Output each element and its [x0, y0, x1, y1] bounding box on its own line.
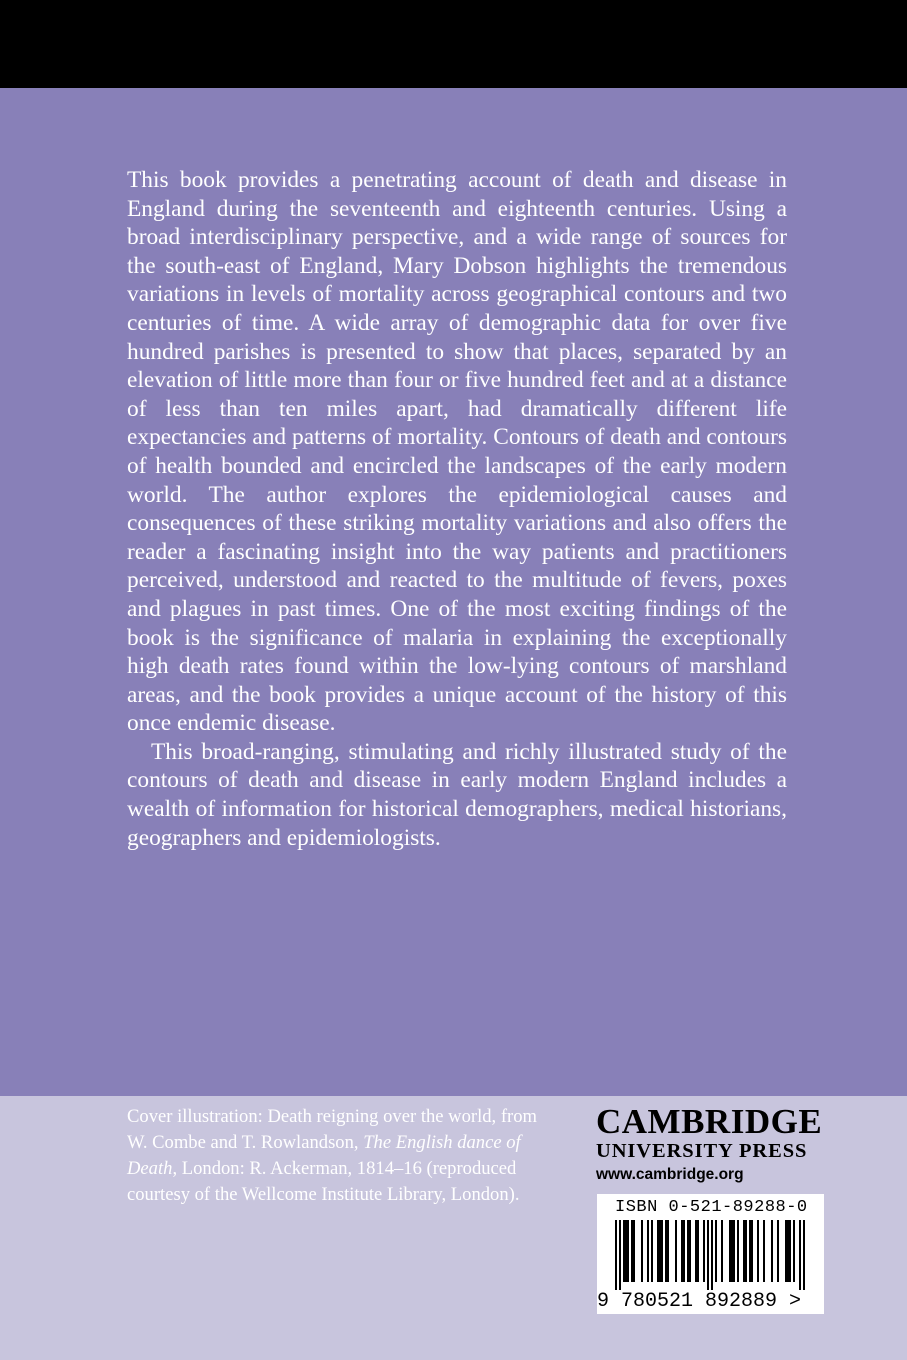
barcode-bar	[733, 1220, 735, 1282]
barcode-bar	[745, 1220, 747, 1282]
barcode-bar	[695, 1220, 697, 1282]
barcode-bar	[675, 1220, 677, 1282]
barcode-bar	[665, 1220, 667, 1282]
barcode-bar	[619, 1220, 621, 1290]
barcode-bar	[625, 1220, 627, 1282]
barcode-bar	[633, 1220, 635, 1282]
barcode-bar	[631, 1220, 633, 1282]
barcode-bar	[707, 1220, 709, 1290]
barcode-bar	[659, 1220, 661, 1282]
barcode-bar	[651, 1220, 653, 1282]
barcode-bar	[657, 1220, 659, 1282]
barcode-bar	[703, 1220, 705, 1282]
isbn-label: ISBN 0-521-89288-0	[615, 1198, 808, 1217]
barcode-bar	[615, 1220, 617, 1290]
barcode-bar	[641, 1220, 643, 1282]
barcode-box	[597, 1194, 824, 1314]
publisher-url: www.cambridge.org	[596, 1166, 744, 1183]
barcode-bar	[647, 1220, 649, 1282]
barcode-bar	[731, 1220, 733, 1282]
publisher-logo	[596, 1104, 832, 1188]
barcode-bar	[711, 1220, 713, 1290]
credit-text-end: , London: R. Ackerman, 1814–16 (reproduced courtesy of the Wellcome Institute Library, London).	[127, 1158, 520, 1205]
barcode-bar	[661, 1220, 663, 1282]
barcode-bar	[793, 1220, 795, 1282]
publisher-name: CAMBRIDGE	[596, 1102, 823, 1141]
cover-illustration-credit	[127, 1104, 547, 1208]
barcode-bar	[681, 1220, 683, 1282]
barcode-bar	[689, 1220, 691, 1282]
barcode-bar	[627, 1220, 629, 1282]
barcode-bar	[715, 1220, 717, 1282]
blurb-paragraph-1: This book provides a penetrating account of death and disease in England during the seventeenth and eighteenth centuries. Using a broad interdisciplinary perspective, and a wide range of sources for the south-east of England, Mary Dobson highlights the tremendous variations in levels of mortality across geographical contours and two centuries of time. A wide array of demographic data for over five hundred parishes is presented to show that places, separated by an elevation of little more than four or five hundred feet and at a distance of less than ten miles apart, had dramatically different life expectancies and patterns of mortality. Contours of death and contours of health bounded and encircled the landscapes of the early modern world. The author explores the epidemiological causes and consequences of these striking mortality variations and also offers the reader a fascinating insight into the way patients and practitioners perceived, understood and reacted to the multitude of fevers, poxes and plagues in past times. One of the most exciting findings of the book is the significance of malaria in explaining the exceptionally high death rates found within the low-lying contours of marshland areas, and the book provides a unique account of the history of this once endemic disease.	[127, 167, 787, 737]
barcode-bar	[749, 1220, 751, 1282]
barcode-bar	[697, 1220, 699, 1282]
credit-book-title: The English dance of Death	[127, 1132, 521, 1179]
credit-text-start: Cover illustration: Death reigning over the world, from W. Combe and T. Rowlandson,	[127, 1106, 537, 1153]
barcode-bar	[737, 1220, 739, 1282]
ean-digits: 9 780521 892889 >	[597, 1290, 802, 1313]
back-cover-blurb	[127, 166, 787, 852]
barcode-bar	[721, 1220, 723, 1282]
barcode-bar	[743, 1220, 745, 1282]
blurb-paragraph-2: This broad-ranging, stimulating and richly illustrated study of the contours of death and disease in early modern England includes a wealth of information for historical demographers, medical historians, geographers and epidemiologists.	[127, 738, 787, 851]
barcode-bar	[803, 1220, 805, 1290]
barcode-bar	[687, 1220, 689, 1282]
barcode-bar	[771, 1220, 773, 1282]
barcode-bar	[751, 1220, 753, 1282]
barcode-bar	[777, 1220, 779, 1282]
top-black-bar	[0, 0, 907, 88]
barcode-bar	[799, 1220, 801, 1290]
publisher-subtitle: UNIVERSITY PRESS	[596, 1140, 808, 1162]
barcode-bar	[757, 1220, 759, 1282]
barcode-bar	[729, 1220, 731, 1282]
barcode-bar	[789, 1220, 791, 1282]
barcode-bar	[683, 1220, 685, 1282]
barcode-bar	[623, 1220, 625, 1282]
barcode-bar	[785, 1220, 787, 1282]
barcode-icon	[597, 1220, 824, 1290]
barcode-bar	[667, 1220, 669, 1282]
barcode-bar	[763, 1220, 765, 1282]
barcode-bar	[787, 1220, 789, 1282]
